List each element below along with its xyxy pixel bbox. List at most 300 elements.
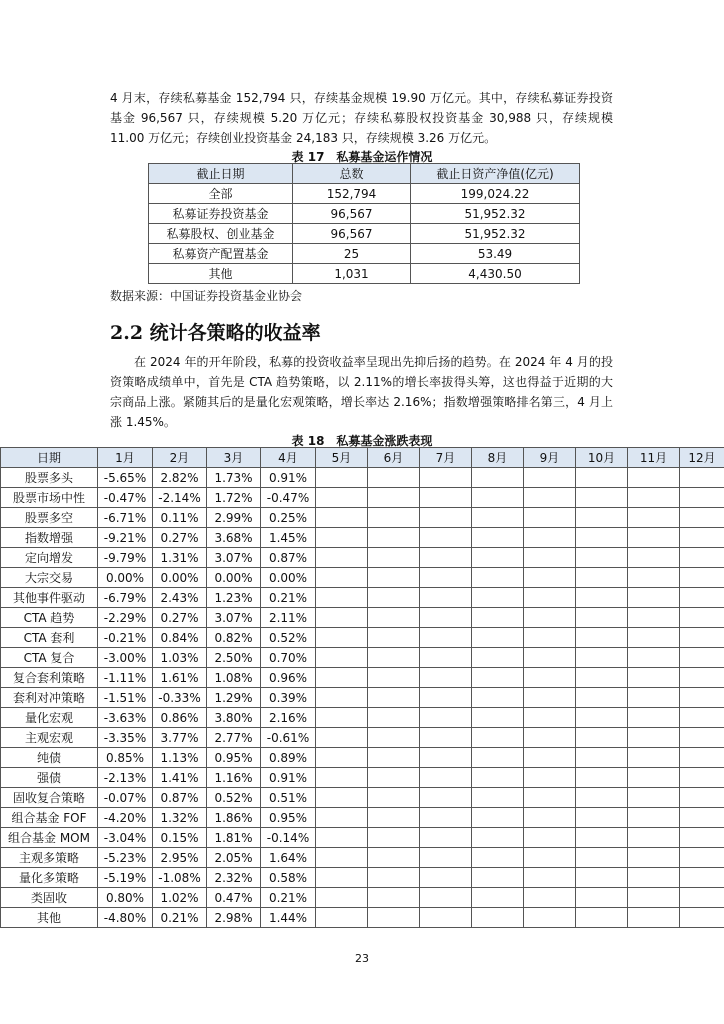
- table-cell: [420, 488, 472, 508]
- table-cell: 3.68%: [207, 528, 261, 548]
- table-cell: [576, 608, 628, 628]
- table-cell: [680, 688, 724, 708]
- table-cell: [472, 488, 524, 508]
- table-cell: [316, 688, 368, 708]
- table-cell: [420, 908, 472, 928]
- table-cell: [368, 848, 420, 868]
- table18-header-row: [1, 448, 724, 468]
- table-cell: [680, 788, 724, 808]
- table-cell: 组合基金 FOF: [1, 808, 98, 828]
- table-cell: [576, 828, 628, 848]
- table-cell: [420, 688, 472, 708]
- table-cell: 2.16%: [261, 708, 316, 728]
- table-cell: [368, 748, 420, 768]
- table-cell: [316, 808, 368, 828]
- table-row: [149, 264, 580, 284]
- table-cell: [316, 708, 368, 728]
- table-cell: 1.16%: [207, 768, 261, 788]
- table-cell: 2.43%: [153, 588, 207, 608]
- table-cell: 0.58%: [261, 868, 316, 888]
- header-cell: 9月: [524, 448, 576, 468]
- table-cell: 1.41%: [153, 768, 207, 788]
- table-cell: [524, 708, 576, 728]
- table-cell: 1.31%: [153, 548, 207, 568]
- table-cell: 股票市场中性: [1, 488, 98, 508]
- table-cell: 0.84%: [153, 628, 207, 648]
- table-cell: 私募资产配置基金: [149, 244, 293, 264]
- table-cell: [472, 688, 524, 708]
- table-cell: [680, 508, 724, 528]
- table-cell: 1.23%: [207, 588, 261, 608]
- table-cell: 1.13%: [153, 748, 207, 768]
- table-cell: 0.91%: [261, 768, 316, 788]
- table-cell: [368, 888, 420, 908]
- table-cell: [576, 768, 628, 788]
- table-cell: [316, 888, 368, 908]
- table-cell: [524, 808, 576, 828]
- table-cell: 0.89%: [261, 748, 316, 768]
- table-cell: 3.07%: [207, 548, 261, 568]
- table-cell: [524, 468, 576, 488]
- strategy-paragraph: 在 2024 年的开年阶段，私募的投资收益率呈现出先抑后扬的趋势。在 2024 年 4 月的投资策略成绩单中，首先是 CTA 趋势策略，以 2.11%的增长率拔得头筹，这也得益于近期的大宗商品上涨。紧随其后的是量化宏观策略，增长率达 2.16%；指数增强策略排名第三，4 月上涨 1.45%。: [110, 355, 613, 429]
- table-cell: [316, 848, 368, 868]
- table-cell: -1.51%: [98, 688, 153, 708]
- table-row: [1, 868, 724, 888]
- table-cell: 1.64%: [261, 848, 316, 868]
- table-cell: [524, 528, 576, 548]
- table-cell: [472, 608, 524, 628]
- table-cell: [420, 888, 472, 908]
- table-cell: 3.77%: [153, 728, 207, 748]
- table-cell: 0.95%: [207, 748, 261, 768]
- table-cell: 大宗交易: [1, 568, 98, 588]
- table-cell: [576, 568, 628, 588]
- table-cell: 0.82%: [207, 628, 261, 648]
- table-cell: -0.14%: [261, 828, 316, 848]
- table-row: [149, 204, 580, 224]
- table-row: [1, 628, 724, 648]
- header-cell: 1月: [98, 448, 153, 468]
- table-cell: [472, 648, 524, 668]
- table-cell: [316, 628, 368, 648]
- table-cell: 0.39%: [261, 688, 316, 708]
- table-cell: [628, 668, 680, 688]
- table-cell: [576, 708, 628, 728]
- table-cell: 96,567: [293, 224, 411, 244]
- table-row: [1, 548, 724, 568]
- table-cell: [576, 908, 628, 928]
- header-cell: 截止日期: [149, 164, 293, 184]
- table-cell: [628, 688, 680, 708]
- table-cell: [524, 548, 576, 568]
- table-cell: [420, 848, 472, 868]
- table-row: [1, 668, 724, 688]
- table-cell: [368, 728, 420, 748]
- table-cell: [420, 508, 472, 528]
- header-cell: 7月: [420, 448, 472, 468]
- table-cell: [524, 568, 576, 588]
- header-cell: 11月: [628, 448, 680, 468]
- table-cell: [368, 648, 420, 668]
- table-cell: 0.21%: [261, 888, 316, 908]
- table-cell: 0.47%: [207, 888, 261, 908]
- header-cell: 总数: [293, 164, 411, 184]
- table-cell: [576, 888, 628, 908]
- table-cell: [576, 668, 628, 688]
- table-cell: [524, 868, 576, 888]
- table-cell: 0.51%: [261, 788, 316, 808]
- table-cell: -0.21%: [98, 628, 153, 648]
- table-row: [1, 888, 724, 908]
- table-cell: -2.14%: [153, 488, 207, 508]
- table-cell: [368, 668, 420, 688]
- table-cell: -3.04%: [98, 828, 153, 848]
- table-cell: [628, 628, 680, 648]
- table-cell: 0.52%: [207, 788, 261, 808]
- table-cell: [628, 808, 680, 828]
- table-cell: 1.08%: [207, 668, 261, 688]
- table-cell: 纯债: [1, 748, 98, 768]
- table-cell: CTA 套利: [1, 628, 98, 648]
- table-cell: 1,031: [293, 264, 411, 284]
- table-cell: 25: [293, 244, 411, 264]
- table-cell: -9.21%: [98, 528, 153, 548]
- table-cell: -2.29%: [98, 608, 153, 628]
- table-cell: -6.79%: [98, 588, 153, 608]
- table-cell: [316, 728, 368, 748]
- table-cell: [472, 888, 524, 908]
- table-cell: [316, 608, 368, 628]
- table-cell: [472, 808, 524, 828]
- table-row: [1, 508, 724, 528]
- table-cell: 1.29%: [207, 688, 261, 708]
- table-cell: [316, 868, 368, 888]
- table-cell: 0.86%: [153, 708, 207, 728]
- table-cell: [628, 768, 680, 788]
- table-cell: [420, 768, 472, 788]
- table-row: [1, 568, 724, 588]
- table-cell: 其他: [1, 908, 98, 928]
- table-cell: [420, 808, 472, 828]
- table-cell: [524, 768, 576, 788]
- table-cell: [472, 668, 524, 688]
- table-cell: [368, 628, 420, 648]
- table-cell: [316, 568, 368, 588]
- table-cell: [368, 908, 420, 928]
- table-cell: [576, 548, 628, 568]
- table-cell: [316, 668, 368, 688]
- table17-caption: 表 17 私募基金运作情况: [291, 150, 433, 164]
- table-cell: [420, 828, 472, 848]
- table-cell: 3.80%: [207, 708, 261, 728]
- table-cell: 主观多策略: [1, 848, 98, 868]
- table-cell: 0.80%: [98, 888, 153, 908]
- table-cell: 2.99%: [207, 508, 261, 528]
- table-cell: 53.49: [411, 244, 580, 264]
- table-cell: [420, 648, 472, 668]
- table-cell: [472, 848, 524, 868]
- table-cell: [524, 668, 576, 688]
- table-row: [1, 828, 724, 848]
- table-cell: [576, 868, 628, 888]
- table-cell: 0.27%: [153, 608, 207, 628]
- table-cell: 4,430.50: [411, 264, 580, 284]
- table-cell: [472, 708, 524, 728]
- table-cell: [628, 588, 680, 608]
- table-cell: [576, 728, 628, 748]
- table-cell: [420, 628, 472, 648]
- table-cell: [316, 908, 368, 928]
- table-cell: [368, 708, 420, 728]
- table-row: [1, 588, 724, 608]
- table-cell: [368, 468, 420, 488]
- table-cell: [472, 568, 524, 588]
- table-cell: 1.32%: [153, 808, 207, 828]
- table-cell: 0.52%: [261, 628, 316, 648]
- header-cell: 4月: [261, 448, 316, 468]
- table-cell: -3.00%: [98, 648, 153, 668]
- table-cell: [420, 548, 472, 568]
- table-cell: [680, 728, 724, 748]
- intro-paragraph: 4 月末，存续私募基金 152,794 只，存续基金规模 19.90 万亿元。其中，存续私募证券投资基金 96,567 只，存续规模 5.20 万亿元；存续私募股权投资基金 30,988 只，存续规模 11.00 万亿元；存续创业投资基金 24,183 只，存续规模 3.26 万亿元。: [110, 91, 613, 145]
- table-cell: [576, 508, 628, 528]
- table-cell: [576, 648, 628, 668]
- table-row: [1, 728, 724, 748]
- table-cell: [680, 588, 724, 608]
- table-cell: [316, 508, 368, 528]
- table-cell: [524, 728, 576, 748]
- table-cell: 1.03%: [153, 648, 207, 668]
- table-cell: [628, 828, 680, 848]
- table-cell: -0.47%: [261, 488, 316, 508]
- table-cell: [524, 908, 576, 928]
- table-cell: 1.02%: [153, 888, 207, 908]
- table-cell: 量化宏观: [1, 708, 98, 728]
- table-cell: [680, 488, 724, 508]
- table-cell: [472, 548, 524, 568]
- table-cell: 定向增发: [1, 548, 98, 568]
- header-cell: 8月: [472, 448, 524, 468]
- table-cell: [680, 568, 724, 588]
- table-cell: [368, 808, 420, 828]
- table-cell: 2.82%: [153, 468, 207, 488]
- table-cell: [368, 508, 420, 528]
- table-cell: 固收复合策略: [1, 788, 98, 808]
- table-cell: 股票多头: [1, 468, 98, 488]
- table-cell: [680, 468, 724, 488]
- table-cell: [524, 688, 576, 708]
- table-cell: 股票多空: [1, 508, 98, 528]
- table-cell: [420, 748, 472, 768]
- table-cell: [420, 668, 472, 688]
- header-cell: 截止日资产净值(亿元): [411, 164, 580, 184]
- table-cell: [576, 848, 628, 868]
- table-row: [1, 808, 724, 828]
- table-cell: [524, 888, 576, 908]
- table-cell: 1.45%: [261, 528, 316, 548]
- table-cell: [316, 468, 368, 488]
- table-cell: [472, 468, 524, 488]
- table-cell: [472, 528, 524, 548]
- table-cell: [628, 508, 680, 528]
- table-cell: 类固收: [1, 888, 98, 908]
- table17-header-row: [149, 164, 580, 184]
- table-cell: [368, 788, 420, 808]
- table-cell: -0.33%: [153, 688, 207, 708]
- table-cell: [628, 528, 680, 548]
- table-cell: [420, 588, 472, 608]
- table-cell: 私募股权、创业基金: [149, 224, 293, 244]
- table-cell: 1.73%: [207, 468, 261, 488]
- table-cell: [524, 608, 576, 628]
- table-cell: [368, 828, 420, 848]
- table-cell: [420, 728, 472, 748]
- table-cell: 96,567: [293, 204, 411, 224]
- table-cell: 套利对冲策略: [1, 688, 98, 708]
- table-cell: 0.87%: [153, 788, 207, 808]
- table-cell: [628, 888, 680, 908]
- table-row: [1, 848, 724, 868]
- table-cell: [680, 608, 724, 628]
- table-cell: [628, 848, 680, 868]
- table-cell: 0.00%: [207, 568, 261, 588]
- table-cell: 0.25%: [261, 508, 316, 528]
- table-cell: -5.23%: [98, 848, 153, 868]
- table-cell: 152,794: [293, 184, 411, 204]
- table-cell: [524, 788, 576, 808]
- table-cell: 主观宏观: [1, 728, 98, 748]
- fund-return-table: [0, 447, 724, 928]
- table-cell: -6.71%: [98, 508, 153, 528]
- table-cell: [628, 568, 680, 588]
- table-cell: [420, 468, 472, 488]
- table-cell: -1.11%: [98, 668, 153, 688]
- table-row: [1, 468, 724, 488]
- table-cell: [628, 488, 680, 508]
- table-cell: [628, 548, 680, 568]
- table-cell: [420, 788, 472, 808]
- table-cell: 0.87%: [261, 548, 316, 568]
- table-cell: 0.91%: [261, 468, 316, 488]
- header-cell: 12月: [680, 448, 724, 468]
- table-cell: 强债: [1, 768, 98, 788]
- table-cell: [576, 468, 628, 488]
- table-cell: -4.20%: [98, 808, 153, 828]
- table-cell: -9.79%: [98, 548, 153, 568]
- table-cell: [680, 628, 724, 648]
- table-cell: 2.98%: [207, 908, 261, 928]
- table-cell: [368, 548, 420, 568]
- table-cell: [472, 628, 524, 648]
- table-cell: [576, 628, 628, 648]
- table-cell: [316, 748, 368, 768]
- table-row: [149, 224, 580, 244]
- table-row: [1, 608, 724, 628]
- table-cell: [524, 488, 576, 508]
- table-cell: [368, 488, 420, 508]
- table-cell: 199,024.22: [411, 184, 580, 204]
- table-cell: [628, 868, 680, 888]
- table-cell: [472, 868, 524, 888]
- table-cell: [420, 608, 472, 628]
- table-cell: [628, 748, 680, 768]
- table-cell: [628, 728, 680, 748]
- table-cell: 指数增强: [1, 528, 98, 548]
- table-cell: 其他: [149, 264, 293, 284]
- table-cell: [680, 888, 724, 908]
- table-row: [1, 788, 724, 808]
- table-cell: 0.00%: [153, 568, 207, 588]
- table-row: [1, 908, 724, 928]
- table-cell: 2.32%: [207, 868, 261, 888]
- table-row: [1, 488, 724, 508]
- table-cell: 全部: [149, 184, 293, 204]
- data-source: 数据来源：中国证券投资基金业协会: [110, 289, 303, 303]
- table-cell: [680, 748, 724, 768]
- header-cell: 10月: [576, 448, 628, 468]
- table-cell: [524, 628, 576, 648]
- table-cell: [472, 728, 524, 748]
- table-cell: -3.63%: [98, 708, 153, 728]
- table-cell: [316, 588, 368, 608]
- table-cell: [576, 488, 628, 508]
- table-cell: [576, 748, 628, 768]
- table-cell: [472, 828, 524, 848]
- table-cell: [628, 608, 680, 628]
- table-cell: 2.77%: [207, 728, 261, 748]
- table-cell: 0.21%: [153, 908, 207, 928]
- table-cell: -3.35%: [98, 728, 153, 748]
- table-cell: 51,952.32: [411, 224, 580, 244]
- table-cell: 0.11%: [153, 508, 207, 528]
- table-cell: 0.95%: [261, 808, 316, 828]
- header-cell: 6月: [368, 448, 420, 468]
- page-number: 23: [355, 952, 369, 965]
- table-cell: 0.21%: [261, 588, 316, 608]
- header-cell: 3月: [207, 448, 261, 468]
- table-cell: -0.61%: [261, 728, 316, 748]
- table-cell: [680, 848, 724, 868]
- table-cell: [368, 528, 420, 548]
- table-cell: -5.19%: [98, 868, 153, 888]
- table-row: [1, 648, 724, 668]
- table-cell: 2.50%: [207, 648, 261, 668]
- table-cell: 0.00%: [98, 568, 153, 588]
- table-cell: [368, 768, 420, 788]
- section-title: 2.2 统计各策略的收益率: [110, 322, 321, 344]
- table-cell: [368, 608, 420, 628]
- table-cell: 2.95%: [153, 848, 207, 868]
- table-cell: [472, 508, 524, 528]
- table-cell: [524, 828, 576, 848]
- table-row: [149, 244, 580, 264]
- table-cell: CTA 趋势: [1, 608, 98, 628]
- table-cell: [680, 868, 724, 888]
- table-cell: 2.11%: [261, 608, 316, 628]
- table-cell: 0.96%: [261, 668, 316, 688]
- table-cell: 私募证券投资基金: [149, 204, 293, 224]
- table-cell: [316, 488, 368, 508]
- table-cell: -0.47%: [98, 488, 153, 508]
- table-cell: [316, 648, 368, 668]
- table-cell: [680, 908, 724, 928]
- table-cell: [576, 788, 628, 808]
- table-cell: [680, 708, 724, 728]
- table-cell: [316, 548, 368, 568]
- table-cell: [680, 768, 724, 788]
- table-cell: 1.44%: [261, 908, 316, 928]
- table-cell: [524, 848, 576, 868]
